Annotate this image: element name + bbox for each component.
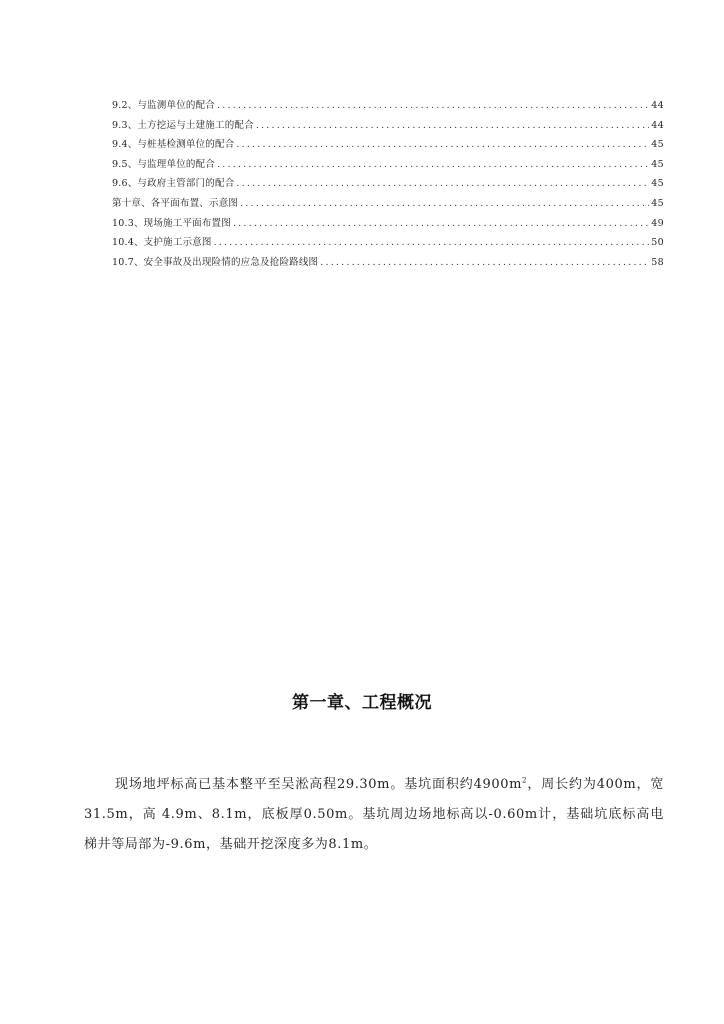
chapter-title: 第一章、工程概况 — [292, 693, 432, 713]
table-of-contents — [112, 96, 664, 272]
toc-dot-leader — [236, 135, 649, 155]
toc-page-number: 58 — [651, 256, 664, 268]
toc-dot-leader — [240, 194, 649, 214]
toc-entry-label: 9.5、与监理单位的配合 — [112, 158, 216, 170]
toc-page-number: 45 — [651, 139, 664, 151]
toc-entry[interactable] — [112, 214, 664, 234]
toc-dot-leader — [320, 253, 649, 273]
toc-entry[interactable] — [112, 233, 664, 253]
toc-page-number: 49 — [651, 217, 664, 229]
toc-entry[interactable] — [112, 96, 664, 116]
toc-entry[interactable] — [112, 194, 664, 214]
toc-entry[interactable] — [112, 174, 664, 194]
toc-entry-label: 10.4、支护施工示意图 — [112, 237, 212, 249]
toc-dot-leader — [217, 155, 649, 175]
toc-entry[interactable] — [112, 135, 664, 155]
toc-entry-label: 9.6、与政府主管部门的配合 — [112, 178, 235, 190]
toc-dot-leader — [214, 233, 650, 253]
toc-entry-label: 10.3、现场施工平面布置图 — [112, 217, 231, 229]
toc-entry[interactable] — [112, 116, 664, 136]
toc-page-number: 44 — [651, 100, 664, 111]
toc-page-number: 45 — [651, 158, 664, 170]
paragraph-text-part2: ，周长约为400m，宽31.5m，高 4.9m、8.1m，底板厚0.50m。基坑周边场地标高以-0.60m计，基础坑底标高电梯井等局部为-9.6m，基础开挖深度多为8.1m。 — [84, 777, 664, 852]
toc-entry-label: 9.3、土方挖运与土建施工的配合 — [112, 119, 254, 131]
toc-dot-leader — [217, 96, 649, 116]
toc-page-number: 50 — [651, 237, 664, 249]
toc-entry[interactable] — [112, 155, 664, 175]
toc-dot-leader — [236, 174, 649, 194]
toc-entry-label: 9.2、与监测单位的配合 — [112, 100, 216, 111]
square-superscript: 2 — [522, 776, 528, 785]
toc-entry[interactable] — [112, 253, 664, 273]
toc-dot-leader — [233, 214, 649, 234]
toc-dot-leader — [256, 116, 649, 136]
paragraph-text-part1: 现场地坪标高已基本整平至吴淞高程29.30m。基坑面积约4900m — [115, 777, 523, 792]
toc-page-number: 44 — [651, 119, 664, 131]
toc-entry-label: 9.4、与桩基检测单位的配合 — [112, 139, 235, 151]
toc-entry-label: 第十章、各平面布置、示意图 — [112, 197, 239, 209]
toc-page-number: 45 — [651, 197, 664, 209]
toc-entry-label: 10.7、安全事故及出现险情的应急及抢险路线图 — [112, 256, 319, 268]
toc-page-number: 45 — [651, 178, 664, 190]
overview-paragraph — [84, 770, 664, 860]
